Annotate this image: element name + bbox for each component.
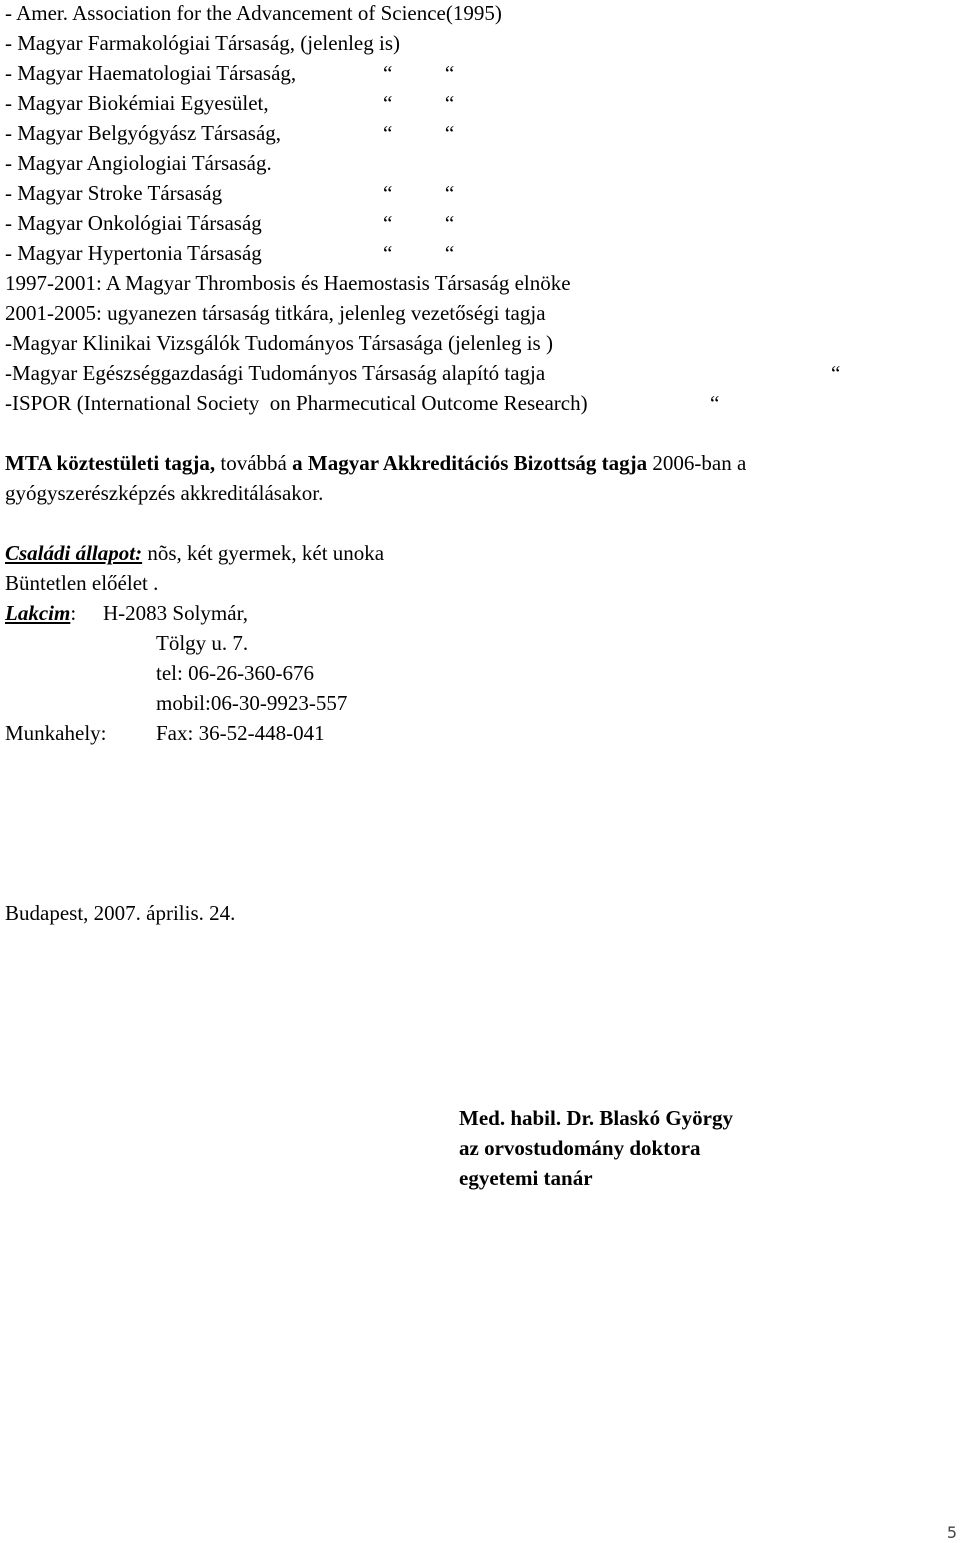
membership-item: - Magyar Stroke Társaság (5, 181, 223, 205)
family-status-label: Családi állapot: (5, 541, 143, 565)
page-number: 5 (946, 1523, 957, 1542)
accreditation-committee: a Magyar Akkreditációs Bizottság tagja (292, 451, 648, 475)
address-line1: H-2083 Solymár, (103, 601, 248, 625)
mta-text: 2006-ban a (647, 451, 747, 475)
role-item: -Magyar Klinikai Vizsgálók Tudományos Társasága (jelenleg is ) (5, 331, 553, 355)
ditto-marks: “ “ (383, 91, 455, 115)
membership-item: - Magyar Biokémiai Egyesület, (5, 91, 269, 115)
role-item: -ISPOR (International Society on Pharmecutical Outcome Research) (5, 391, 588, 415)
family-status-value: nõs, két gyermek, két unoka (142, 541, 385, 565)
membership-item: - Magyar Angiologiai Társaság. (5, 151, 272, 175)
membership-item: - Magyar Farmakológiai Társaság, (jelenleg is) (5, 31, 400, 55)
address-label-line (5, 600, 87, 626)
signature-degree: az orvostudomány doktora (459, 1136, 701, 1160)
signature-name: Med. habil. Dr. Blaskó György (459, 1106, 734, 1130)
role-item: 1997-2001: A Magyar Thrombosis és Haemostasis Társaság elnöke (5, 271, 571, 295)
membership-aaas: - Amer. Association for the Advancement of Science(1995) (5, 1, 502, 25)
mta-paragraph-line1 (5, 450, 746, 476)
address-sep: : (70, 601, 87, 625)
membership-item: - Magyar Haematologiai Társaság, (5, 61, 297, 85)
address-label: Lakcim (5, 601, 71, 625)
role-item: 2001-2005: ugyanezen társaság titkára, jelenleg vezetőségi tagja (5, 301, 546, 325)
family-status (5, 540, 384, 566)
ditto-marks: “ “ (383, 121, 455, 145)
role-item: -Magyar Egészséggazdasági Tudományos Társaság alapító tagja (5, 361, 546, 385)
fax: Fax: 36-52-448-041 (156, 721, 325, 745)
membership-item: - Magyar Hypertonia Társaság (5, 241, 262, 265)
mta-text: továbbá (215, 451, 293, 475)
membership-item: - Magyar Onkológiai Társaság (5, 211, 262, 235)
ditto-marks: “ “ (383, 61, 455, 85)
ditto-mark: “ (831, 361, 841, 385)
signature-title: egyetemi tanár (459, 1166, 593, 1190)
ditto-marks: “ “ (383, 241, 455, 265)
ditto-marks: “ “ (383, 211, 455, 235)
membership-item: - Magyar Belgyógyász Társaság, (5, 121, 282, 145)
mta-membership: MTA köztestületi tagja, (5, 451, 216, 475)
ditto-mark: “ (710, 391, 720, 415)
ditto-marks: “ “ (383, 181, 455, 205)
mobile: mobil:06-30-9923-557 (156, 691, 348, 715)
workplace-label: Munkahely: (5, 721, 107, 745)
place-date: Budapest, 2007. április. 24. (5, 901, 236, 925)
phone: tel: 06-26-360-676 (156, 661, 315, 685)
criminal-record: Büntetlen előélet . (5, 571, 159, 595)
address-line2: Tölgy u. 7. (156, 631, 249, 655)
mta-paragraph-line2: gyógyszerészképzés akkreditálásakor. (5, 481, 324, 505)
